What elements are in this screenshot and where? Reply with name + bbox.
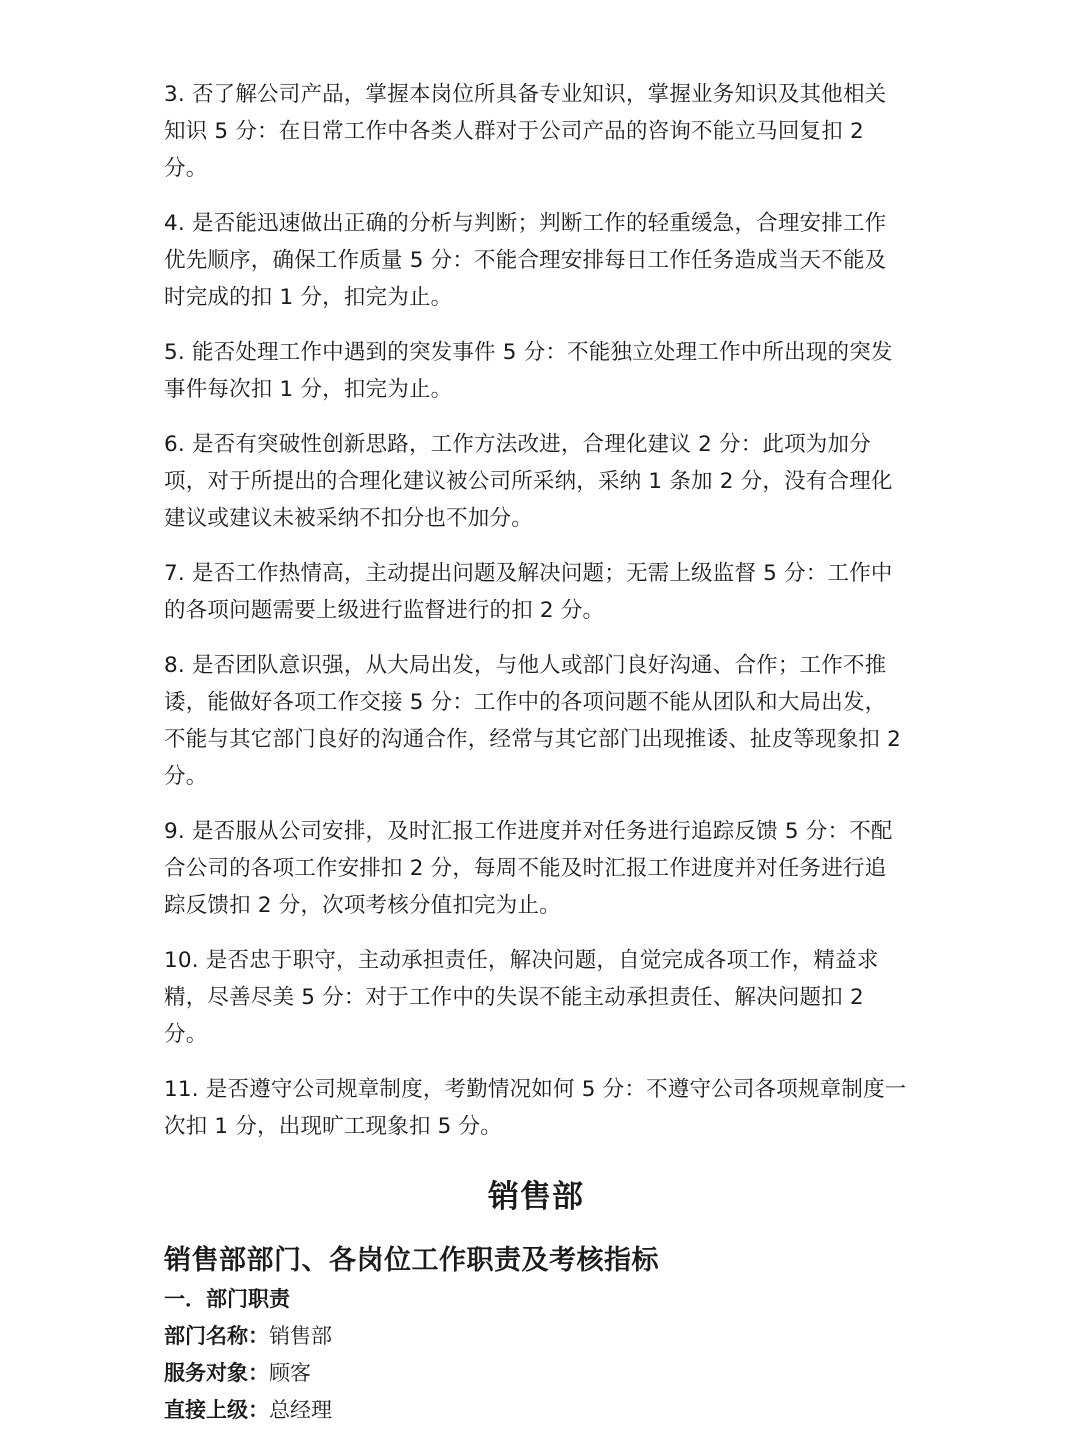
field-label: 部门名称：	[164, 1324, 269, 1348]
criterion-item-6: 6. 是否有突破性创新思路，工作方法改进，合理化建议 2 分：此项为加分项，对于所提出的合理化建议被公司所采纳，采纳 1 条加 2 分，没有合理化建议或建议未被采纳不扣分也不加分。	[164, 432, 893, 531]
criterion-item-9: 9. 是否服从公司安排，及时汇报工作进度并对任务进行追踪反馈 5 分：不配合公司的各项工作安排扣 2 分，每周不能及时汇报工作进度并对任务进行追踪反馈扣 2 分，次项考核分值扣完为止。	[164, 819, 893, 918]
field-service-target	[164, 1355, 908, 1392]
field-dept-name	[164, 1318, 908, 1355]
field-value: 顾客	[269, 1361, 311, 1385]
dept-duty-heading: 一．部门职责	[164, 1287, 290, 1311]
field-label: 直接上级：	[164, 1398, 269, 1422]
field-value: 销售部	[269, 1324, 332, 1348]
field-label: 服务对象：	[164, 1361, 269, 1385]
field-direct-superior	[164, 1392, 908, 1429]
criterion-item-4: 4. 是否能迅速做出正确的分析与判断；判断工作的轻重缓急，合理安排工作优先顺序，确保工作质量 5 分：不能合理安排每日工作任务造成当天不能及时完成的扣 1 分，扣完为止。	[164, 211, 887, 310]
criterion-item-3: 3. 否了解公司产品，掌握本岗位所具备专业知识，掌握业务知识及其他相关知识 5 分：在日常工作中各类人群对于公司产品的咨询不能立马回复扣 2 分。	[164, 82, 887, 181]
sub-title: 销售部部门、各岗位工作职责及考核指标	[164, 1245, 659, 1276]
field-value: 总经理	[269, 1398, 332, 1422]
section-title: 销售部	[488, 1179, 584, 1215]
criterion-item-10: 10. 是否忠于职守，主动承担责任，解决问题，自觉完成各项工作，精益求精，尽善尽美 5 分：对于工作中的失误不能主动承担责任、解决问题扣 2 分。	[164, 948, 879, 1047]
criterion-item-7: 7. 是否工作热情高，主动提出问题及解决问题；无需上级监督 5 分：工作中的各项问题需要上级进行监督进行的扣 2 分。	[164, 561, 893, 623]
criterion-item-8: 8. 是否团队意识强，从大局出发，与他人或部门良好沟通、合作；工作不推诿，能做好各项工作交接 5 分：工作中的各项问题不能从团队和大局出发，不能与其它部门良好的沟通合作，经常与其它部门出现推诿、扯皮等现象扣 2 分。	[164, 653, 902, 789]
criterion-item-11: 11. 是否遵守公司规章制度，考勤情况如何 5 分：不遵守公司各项规章制度一次扣 1 分，出现旷工现象扣 5 分。	[164, 1077, 907, 1139]
criterion-item-5: 5. 能否处理工作中遇到的突发事件 5 分：不能独立处理工作中所出现的突发事件每次扣 1 分，扣完为止。	[164, 340, 893, 402]
